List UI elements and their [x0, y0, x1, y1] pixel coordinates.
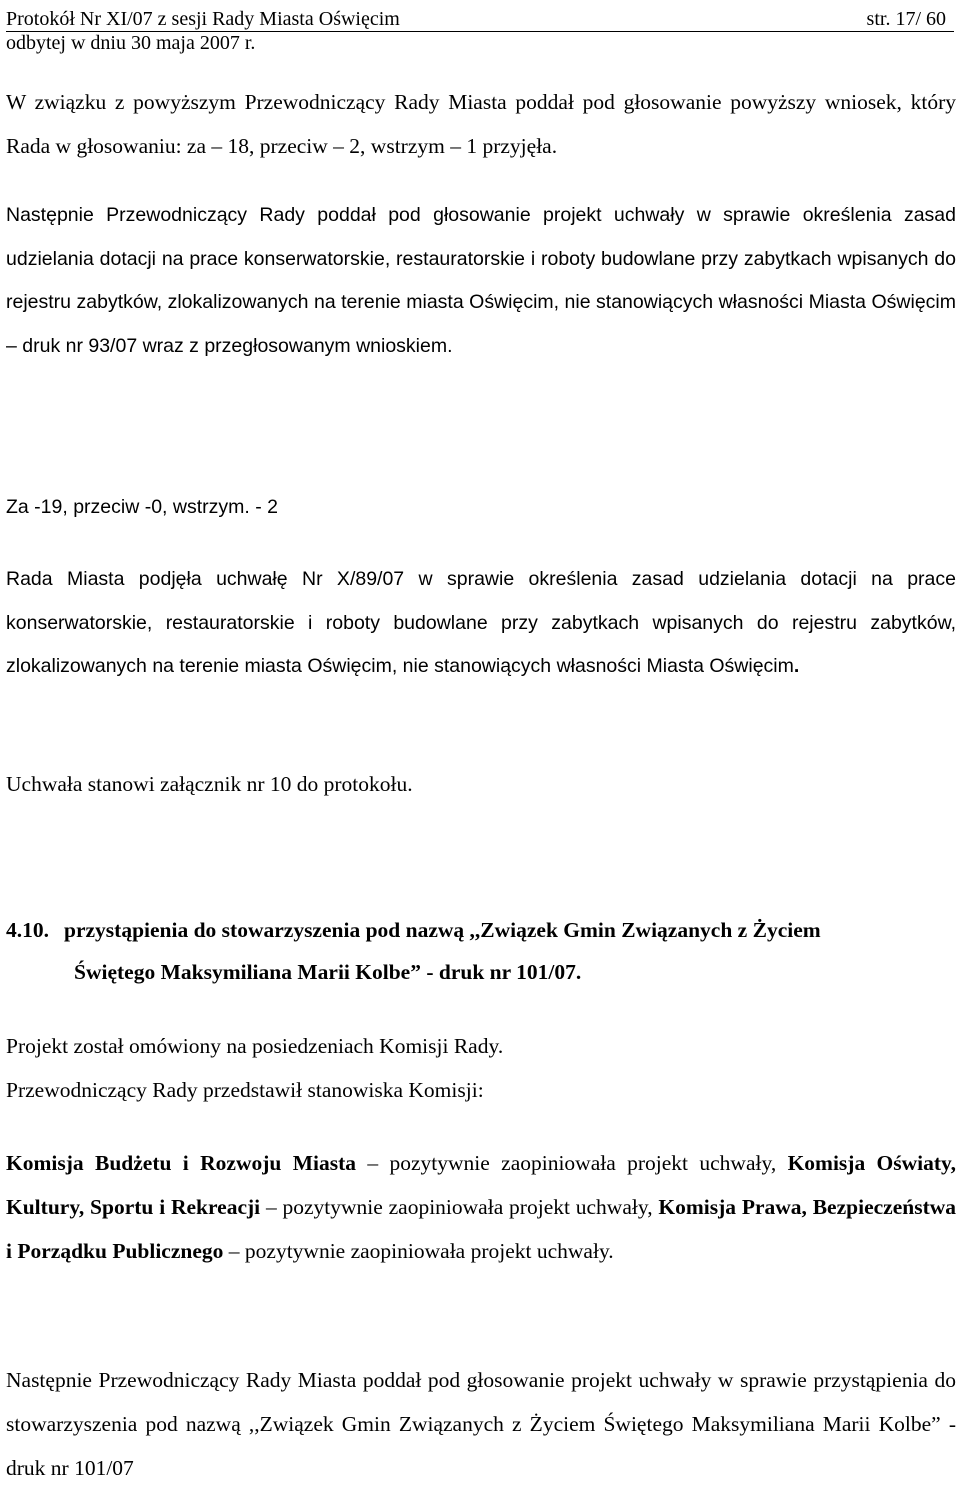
agenda-item-number: 4.10. [6, 918, 49, 942]
agenda-heading-line-1 [6, 909, 956, 951]
attachment-note: Uchwała stanowi załącznik nr 10 do protokołu. [6, 772, 413, 796]
paragraph-final-vote-proposal: Następnie Przewodniczący Rady Miasta poddał pod głosowanie projekt uchwały w sprawie przystąpienia do stowarzyszenia pod nazwą ,,Związek Gmin Związanych z Życiem Świętego Maksymiliana Marii Kolbe” - druk nr 101/07 [6, 1368, 956, 1480]
paragraph-committee-opinions [6, 1141, 956, 1273]
paragraph-resolution-proposal: Następnie Przewodniczący Rady poddał pod głosowanie projekt uchwały w sprawie określenia zasad udzielania dotacji na prace konserwatorskie, restauratorskie i roboty budowlane przy zabytkach wpisanych do rejestru zabytków, zlokalizowanych na terenie miasta Oświęcim, nie stanowiących własności Miasta Oświęcim – druk nr 93/07 wraz z przegłosowanym wnioskiem. [6, 204, 956, 357]
paragraph-vote-result: W związku z powyższym Przewodniczący Rady Miasta poddał pod głosowanie powyższy wniosek, który Rada w głosowaniu: za – 18, przeciw – 2, wstrzym – 1 przyjęła. [6, 90, 956, 158]
vote-tally: Za -19, przeciw -0, wstrzym. - 2 [6, 496, 278, 518]
committee-education-name: Komisja Oświaty, Kultury, Sportu i Rekreacji [6, 1151, 956, 1219]
page-number: str. 17/ 60 [866, 8, 946, 30]
page-header [0, 0, 960, 54]
committee-law-name: Komisja Prawa, Bezpieczeństwa i Porządku Publicznego [6, 1195, 957, 1263]
committee-education-opinion: – pozytywnie zaopiniowała projekt uchwały, [260, 1195, 659, 1219]
committee-law-opinion: – pozytywnie zaopiniowała projekt uchwały. [223, 1239, 614, 1263]
header-subtitle: odbytej w dniu 30 maja 2007 r. [6, 32, 256, 54]
paragraph-committee-positions: Przewodniczący Rady przedstawił stanowiska Komisji: [6, 1078, 484, 1102]
header-rule-line [6, 7, 954, 32]
committee-budget-opinion: – pozytywnie zaopiniowała projekt uchwały, [356, 1151, 788, 1175]
resolution-text: Rada Miasta podjęła uchwałę Nr X/89/07 w sprawie określenia zasad udzielania dotacji na prace konserwatorskie, restauratorskie i roboty budowlane przy zabytkach wpisanych do rejestru zabytków, zlokalizowanych na terenie miasta Oświęcim, nie stanowiących własności Miasta Oświęcim [6, 568, 956, 677]
paragraph-resolution-adopted [6, 558, 956, 689]
agenda-item-title-2: Świętego Maksymiliana Marii Kolbe” - druk nr 101/07. [74, 960, 582, 984]
header-title: Protokół Nr XI/07 z sesji Rady Miasta Oświęcim [6, 8, 400, 30]
agenda-item-title-1: przystąpienia do stowarzyszenia pod nazwą ,,Związek Gmin Związanych z Życiem [64, 918, 821, 942]
committee-budget-name: Komisja Budżetu i Rozwoju Miasta [6, 1151, 357, 1175]
paragraph-project-discussed: Projekt został omówiony na posiedzeniach Komisji Rady. [6, 1034, 504, 1058]
resolution-end-mark: . [793, 655, 800, 677]
agenda-item-heading [6, 909, 956, 993]
